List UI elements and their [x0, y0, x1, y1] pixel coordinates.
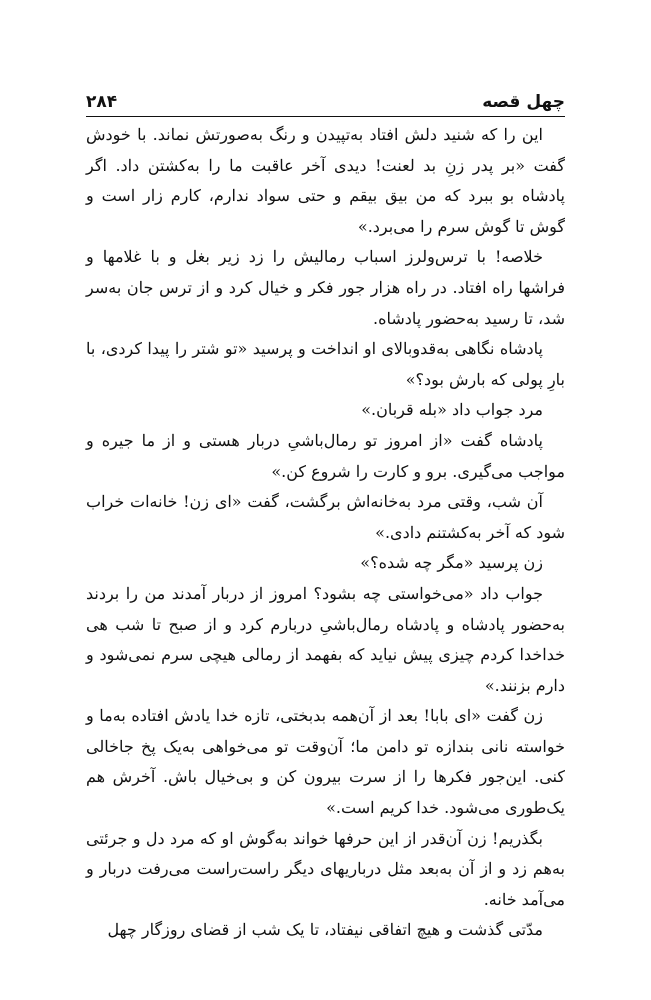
- paragraph: زن گفت «ای بابا! بعد از آن‌همه بدبختی، تازه خدا یادش افتاده به‌ما و خواسته نانی بندازه تو دامن ما؛ آن‌وقت تو می‌خواهی به‌یک پخ جاخالی کنی. این‌جور فکرها را از سرت بیرون کن و بی‌خیال باش. آخرش هم یک‌طوری می‌شود. خدا کریم است.»: [86, 706, 566, 818]
- paragraph: جواب داد «می‌خواستی چه بشود؟ امروز از دربار آمدند من را بردند به‌حضور پادشاه و پادشاه رمال‌باشیِ دربارم کرد و از صبح تا شب هی خداخدا کردم چیزی پیش نیاید که بفهمد از رمالی هیچی سرم نمی‌شود و دارم بزنند.»: [86, 583, 565, 695]
- paragraph: پادشاه گفت «از امروز تو رمال‌باشیِ دربار هستی و از ما جیره و مواجب می‌گیری. برو و کارت را شروع کن.»: [86, 430, 565, 481]
- paragraph: این را که شنید دلش افتاد به‌تپیدن و رنگ به‌صورتش نماند. با خودش گفت «بر پدر زنِ بد لعنت! دیدی آخر عاقبت ما را به‌کشتن داد. اگر پادشاه بو ببرد که من بیق بیقم و حتی سواد ندارم، کارم زار است و گوش تا گوش سرم را می‌برد.»: [86, 125, 565, 236]
- paragraph: مرد جواب داد «بله قربان.»: [361, 400, 543, 420]
- running-header: [86, 86, 565, 112]
- paragraph: خلاصه! با ترس‌ولرز اسباب رمالیش را زد زیر بغل و با غلامها و فراشها راه افتاد. در راه هزار جور فکر و خیال کرد و از ترس جان به‌سر شد، تا رسید به‌حضور پادشاه.: [86, 247, 565, 328]
- paragraph: آن شب، وقتی مرد به‌خانه‌اش برگشت، گفت «ای زن! خانه‌ات خراب شود که آخر به‌کشتنم دادی.»: [86, 492, 565, 542]
- body-text: [86, 120, 565, 946]
- paragraph: مدّتی گذشت و هیچ اتفاقی نیفتاد، تا یک شب از قضای روزگار چهل: [107, 920, 543, 940]
- paragraph: بگذریم! زن آن‌قدر از این حرفها خواند به‌گوش او که مرد دل و جرئتی به‌هم زد و از آن به‌بعد مثل درباریهای دیگر راست‌راست می‌رفت دربار و می‌آمد خانه.: [86, 828, 565, 909]
- paragraph: پادشاه نگاهی به‌قدوبالای او انداخت و پرسید «تو شتر را پیدا کردی، با بارِ پولی که بارش بود؟»: [86, 339, 565, 389]
- page-number: ۲۸۴: [86, 92, 118, 112]
- header-rule: [86, 116, 565, 117]
- paragraph: زن پرسید «مگر چه شده؟»: [360, 553, 543, 573]
- book-title: چهل قصه: [482, 92, 565, 112]
